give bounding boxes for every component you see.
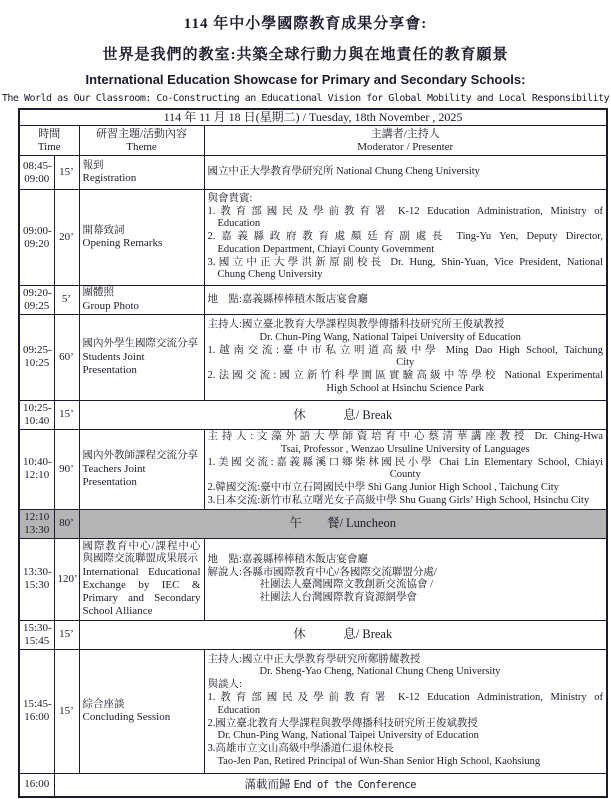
presenter-line: Tsai, Professor , Wenzao Ursuline University of Languages: [280, 443, 530, 455]
presenter-line: Education: [217, 704, 261, 716]
theme-zh: 國際教育中心/課程中心與國際交流聯盟成果展示: [82, 541, 201, 565]
duration-cell: 15’: [54, 620, 79, 649]
table-row-iec-exchange: [19, 538, 607, 620]
theme-en: Concluding Session: [82, 710, 171, 723]
table-row-group-photo: [19, 286, 607, 315]
conference-date: 114 年 11 月 18 日(星期二) / Tuesday, 18th November , 2025: [19, 109, 607, 126]
presenter-line: 1.越南交流:臺中市私立明道高級中學 Ming Dao High School, Taichung: [207, 344, 603, 356]
theme-cell: [79, 429, 204, 509]
column-header-time: 時間 Time: [19, 126, 79, 156]
break-label: 休 息/ Break: [79, 400, 607, 429]
duration-cell: 60’: [54, 314, 79, 400]
presenter-cell: [204, 538, 607, 620]
presenter-line: High School at Hsinchu Science Park: [326, 383, 485, 395]
theme-en: Teachers Joint Presentation: [82, 462, 146, 488]
presenter-line: 與會貴賓:: [207, 192, 253, 204]
theme-cell: [79, 314, 204, 400]
theme-cell: [79, 190, 204, 286]
theme-en: Opening Remarks: [82, 237, 163, 250]
time-cell: 09:20- 09:25: [19, 286, 54, 315]
column-header-presenter: 主講者/主持人 Moderator / Presenter: [204, 126, 607, 156]
column-header-theme: 研習主題/活動內容 Theme: [79, 126, 204, 156]
break-label: 休 息/ Break: [79, 620, 607, 649]
theme-en: Group Photo: [82, 299, 140, 312]
presenter-line: County: [389, 469, 421, 481]
presenter-line: 2.法國交流:國立新竹科學園區實驗高級中等學校 National Experimental: [207, 370, 603, 382]
schedule-table: [18, 108, 608, 798]
presenter-line: 地 點:嘉義縣棒棒積木飯店宴會廳: [207, 553, 368, 565]
presenter-line: 3.日本交流:新竹市私立曙光女子高級中學 Shu Guang Girls’ High School, Hsinchu City: [207, 494, 590, 506]
presenter-line: 1.美國交流:嘉義縣溪口鄉柴林國民小學 Chai Lin Elementary School, Chiayi: [207, 456, 603, 468]
presenter-line: 2.嘉義縣政府教育處顏廷育副處長 Ting-Yu Yen, Deputy Director,: [207, 231, 603, 243]
title-line1-zh: 114 年中小學國際教育成果分享會:: [183, 16, 428, 32]
presenter-line: 3.高雄市立文山高級中學潘道仁退休校長: [207, 743, 394, 755]
table-row-break-morning: [19, 400, 607, 429]
presenter-line: Dr. Chun-Ping Wang, National Taipei University of Education: [217, 730, 479, 742]
time-cell: 10:25- 10:40: [19, 400, 54, 429]
theme-cell: [79, 649, 204, 773]
presenter-line: 與談人:: [207, 679, 242, 691]
theme-cell: [79, 156, 204, 190]
presenter-line: 社團法人台灣國際教育資源網學會: [259, 592, 417, 604]
table-row-students-presentation: [19, 314, 607, 400]
time-cell: 15:45- 16:00: [19, 649, 54, 773]
time-cell: 13:30- 15:30: [19, 538, 54, 620]
presenter-cell: [204, 314, 607, 400]
duration-cell: 15’: [54, 156, 79, 190]
theme-en: International Educational Exchange by IEC & Primary and Secondary School Alliance: [82, 565, 201, 617]
table-row-luncheon: [19, 509, 607, 538]
duration-cell: 90’: [54, 429, 79, 509]
theme-cell: [79, 286, 204, 315]
end-label-en: End of the Conference: [293, 778, 416, 791]
table-row-end-of-conference: [19, 773, 607, 797]
time-cell: 12:10 13:30: [19, 509, 54, 538]
duration-cell: 15’: [54, 400, 79, 429]
theme-zh: 開幕致詞: [82, 224, 125, 236]
table-row-break-afternoon: [19, 620, 607, 649]
end-label-cell: [54, 773, 607, 797]
presenter-line: 社團法人臺灣國際文教創新交流協會 /: [259, 579, 434, 591]
table-row-teachers-presentation: [19, 429, 607, 509]
presenter-cell: [204, 649, 607, 773]
presenter-line: 解說人:各縣市國際教育中心/各國際交流聯盟分處/: [207, 566, 437, 578]
document-header: [0, 0, 611, 104]
presenter-cell: [204, 429, 607, 509]
presenter-line: 2.韓國交流:臺中市立石岡國民中學 Shi Gang Junior High School , Taichung City: [207, 482, 559, 494]
time-cell: 09:00- 09:20: [19, 190, 54, 286]
presenter-line: City: [396, 357, 415, 369]
theme-en: Registration: [82, 172, 137, 185]
presenter-line: Education Department, Chiayi County Government: [217, 243, 435, 255]
duration-cell: 80’: [54, 509, 79, 538]
theme-zh: 團體照: [82, 287, 114, 299]
title-line3-en: International Education Showcase for Primary and Secondary Schools:: [85, 72, 526, 87]
presenter-line: Tao-Jen Pan, Retired Principal of Wun-Shan Senior High School, Kaohsiung: [217, 756, 541, 768]
presenter-line: 3.國立中正大學洪新原副校長 Dr. Hung, Shin-Yuan, Vice President, National: [207, 256, 603, 268]
table-row-concluding-session: [19, 649, 607, 773]
presenter-line: Dr. Sheng-Yao Cheng, National Chung Cheng University: [259, 666, 501, 678]
presenter-line: 主持人:國立臺北教育大學課程與教學傳播科技研究所王俊斌教授: [207, 319, 505, 331]
time-cell: 08:45- 09:00: [19, 156, 54, 190]
duration-cell: 5’: [54, 286, 79, 315]
theme-zh: 國內外教師課程交流分享: [82, 450, 198, 462]
time-cell: 16:00: [19, 773, 54, 797]
title-line4-en: The World as Our Classroom: Co-Constructing an Educational Vision for Global Mobility and Local Responsibility: [1, 93, 610, 104]
presenter-line: 2.國立臺北教育大學課程與教學傳播科技研究所王俊斌教授: [207, 717, 478, 729]
title-line2-zh: 世界是我們的教室:共築全球行動力與在地責任的教育願景: [102, 47, 509, 63]
presenter-line: Dr. Chun-Ping Wang, National Taipei University of Education: [259, 331, 521, 343]
presenter-cell: [204, 286, 607, 315]
presenter-line: 1.教育部國民及學前教育署 K-12 Education Administration, Ministry of: [207, 692, 603, 704]
theme-zh: 國內外學生國際交流分享: [82, 338, 198, 350]
presenter-line: 國立中正大學教育學研究所 National Chung Cheng University: [207, 166, 480, 178]
presenter-line: Education: [217, 218, 261, 230]
presenter-line: Chung Cheng University: [217, 269, 323, 281]
time-cell: 10:40- 12:10: [19, 429, 54, 509]
time-cell: 15:30- 15:45: [19, 620, 54, 649]
presenter-cell: [204, 190, 607, 286]
presenter-line: 主持人:文藻外語大學師資培育中心蔡清華講座教授 Dr. Ching-Hwa: [207, 430, 603, 442]
theme-cell: [79, 538, 204, 620]
presenter-cell: [204, 156, 607, 190]
table-row-date: [19, 109, 607, 126]
theme-zh: 報到: [82, 159, 104, 171]
table-row-registration: [19, 156, 607, 190]
presenter-line: 主持人:國立中正大學教育學研究所鄭勝耀教授: [207, 653, 421, 665]
presenter-line: 地 點:嘉義縣棒棒積木飯店宴會廳: [207, 293, 368, 305]
end-label-zh: 滿載而歸: [244, 778, 291, 791]
theme-en: Students Joint Presentation: [82, 350, 145, 376]
time-cell: 09:25- 10:25: [19, 314, 54, 400]
luncheon-label: 午 餐/ Luncheon: [79, 509, 607, 538]
duration-cell: 20’: [54, 190, 79, 286]
duration-cell: 15’: [54, 649, 79, 773]
table-header-row: [19, 126, 607, 156]
table-row-opening-remarks: [19, 190, 607, 286]
presenter-line: 1.教育部國民及學前教育署 K-12 Education Administration, Ministry of: [207, 205, 603, 217]
theme-zh: 綜合座談: [82, 698, 125, 710]
duration-cell: 120’: [54, 538, 79, 620]
